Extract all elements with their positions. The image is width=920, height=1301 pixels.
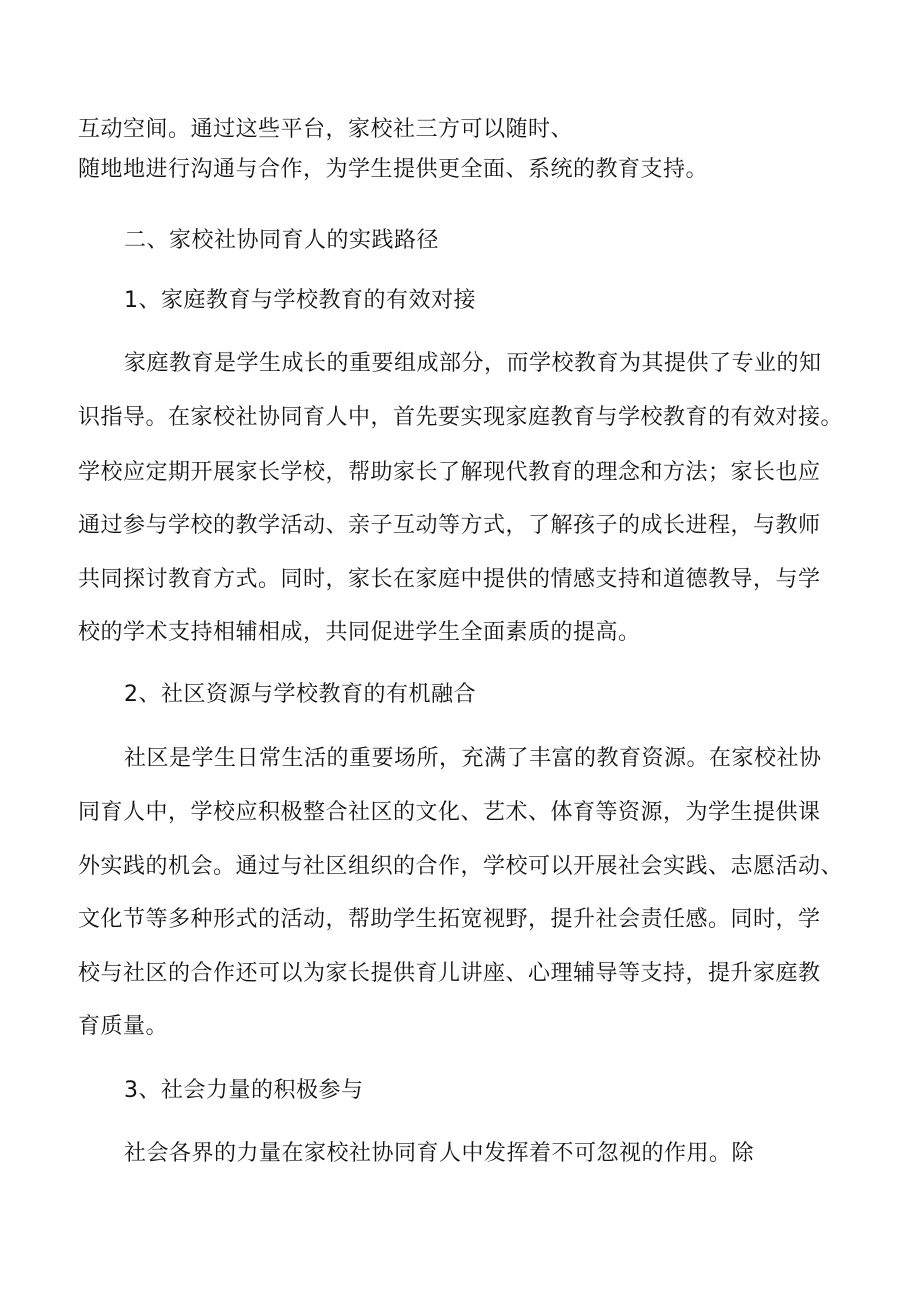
paragraph-line: 共同探讨教育方式。同时，家长在家庭中提供的情感支持和道德教导，与学 bbox=[78, 567, 821, 592]
paragraph-line: 社区是学生日常生活的重要场所，充满了丰富的教育资源。在家校社协 bbox=[124, 746, 822, 771]
paragraph-line: 学校应定期开展家长学校，帮助家长了解现代教育的理念和方法；家长也应 bbox=[78, 460, 821, 485]
paragraph-line: 社会各界的力量在家校社协同育人中发挥着不可忽视的作用。除 bbox=[124, 1141, 755, 1166]
paragraph-line: 育质量。 bbox=[78, 1014, 169, 1039]
paragraph-line: 外实践的机会。通过与社区组织的合作，学校可以开展社会实践、志愿活动、 bbox=[78, 854, 844, 879]
paragraph-line: 识指导。在家校社协同育人中，首先要实现家庭教育与学校教育的有效对接。 bbox=[78, 405, 844, 430]
paragraph-line: 文化节等多种形式的活动，帮助学生拓宽视野，提升社会责任感。同时，学 bbox=[78, 907, 821, 932]
paragraph-line: 家庭教育是学生成长的重要组成部分，而学校教育为其提供了专业的知 bbox=[124, 351, 822, 376]
paragraph-line: 校的学术支持相辅相成，共同促进学生全面素质的提高。 bbox=[78, 620, 641, 645]
subsection-1-heading: 1、家庭教育与学校教育的有效对接 bbox=[124, 288, 476, 313]
paragraph-line: 同育人中，学校应积极整合社区的文化、艺术、体育等资源，为学生提供课 bbox=[78, 800, 821, 825]
paragraph-line: 随地地进行沟通与合作，为学生提供更全面、系统的教育支持。 bbox=[78, 157, 709, 182]
paragraph-line: 互动空间。通过这些平台，家校社三方可以随时、 bbox=[78, 117, 574, 142]
subsection-2-heading: 2、社区资源与学校教育的有机融合 bbox=[124, 682, 476, 707]
subsection-3-heading: 3、社会力量的积极参与 bbox=[124, 1078, 364, 1103]
paragraph-line: 校与社区的合作还可以为家长提供育儿讲座、心理辅导等支持，提升家庭教 bbox=[78, 961, 821, 986]
paragraph-line: 通过参与学校的教学活动、亲子互动等方式，了解孩子的成长进程，与教师 bbox=[78, 513, 821, 538]
section-heading: 二、家校社协同育人的实践路径 bbox=[124, 228, 440, 253]
